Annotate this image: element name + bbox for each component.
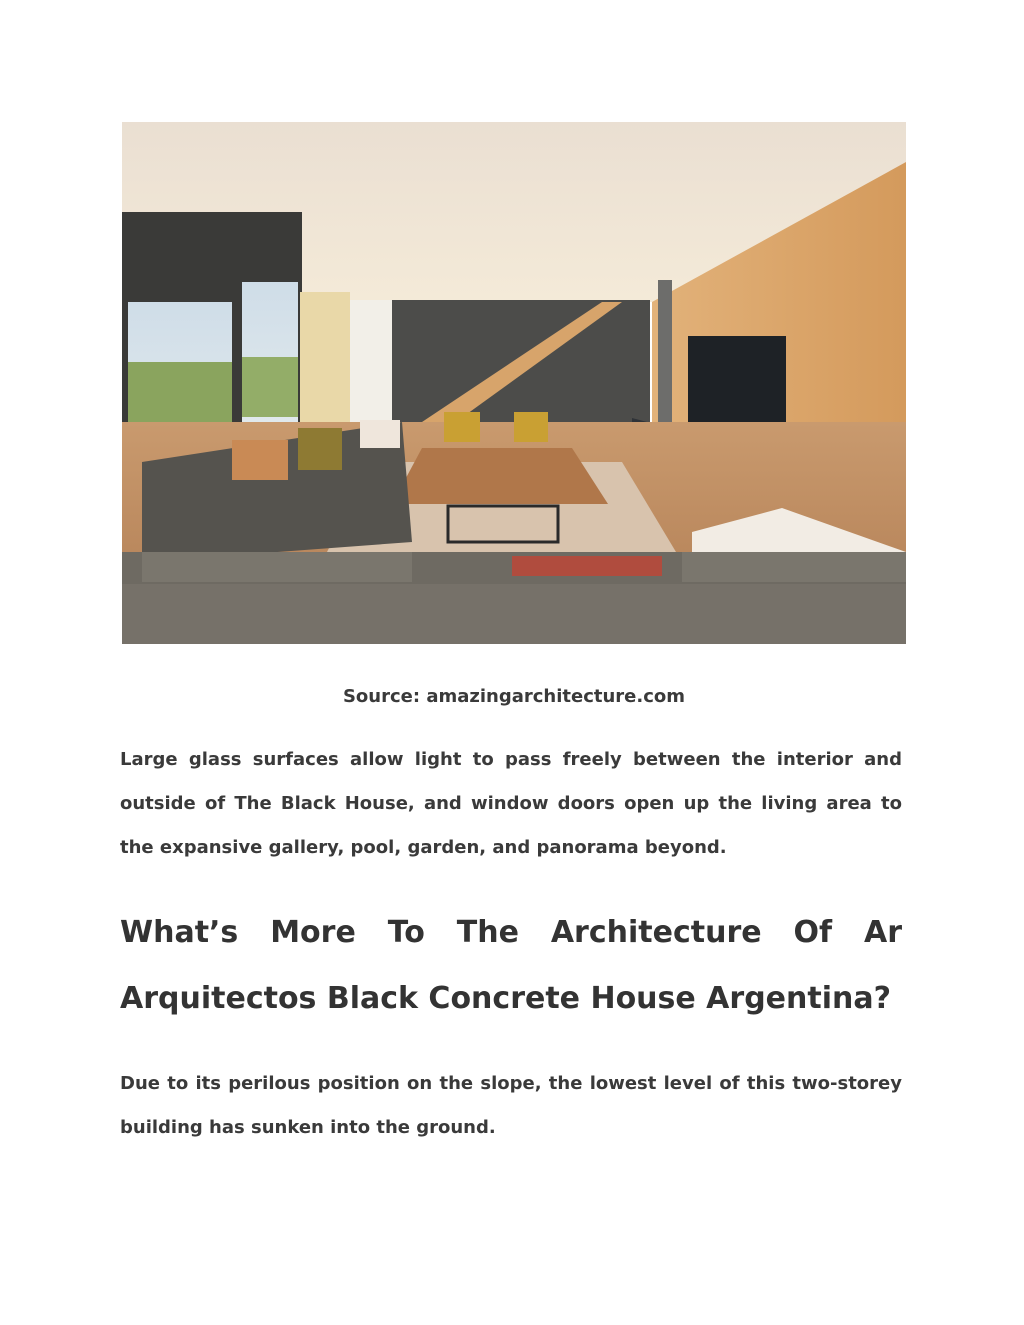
image-source-caption: Source: amazingarchitecture.com <box>342 686 686 707</box>
body-paragraph: Large glass surfaces allow light to pass freely between the interior and outside of The Black House, and window doors open up the living area to the expansive gallery, pool, garden, and panorama beyond. <box>120 749 902 858</box>
living-room-photo <box>122 122 906 644</box>
section-heading: What’s More To The Architecture Of Ar Arquitectos Black Concrete House Argentina? <box>120 915 902 1016</box>
body-paragraph: Due to its perilous position on the slope, the lowest level of this two-storey building has sunken into the ground. <box>120 1073 902 1138</box>
